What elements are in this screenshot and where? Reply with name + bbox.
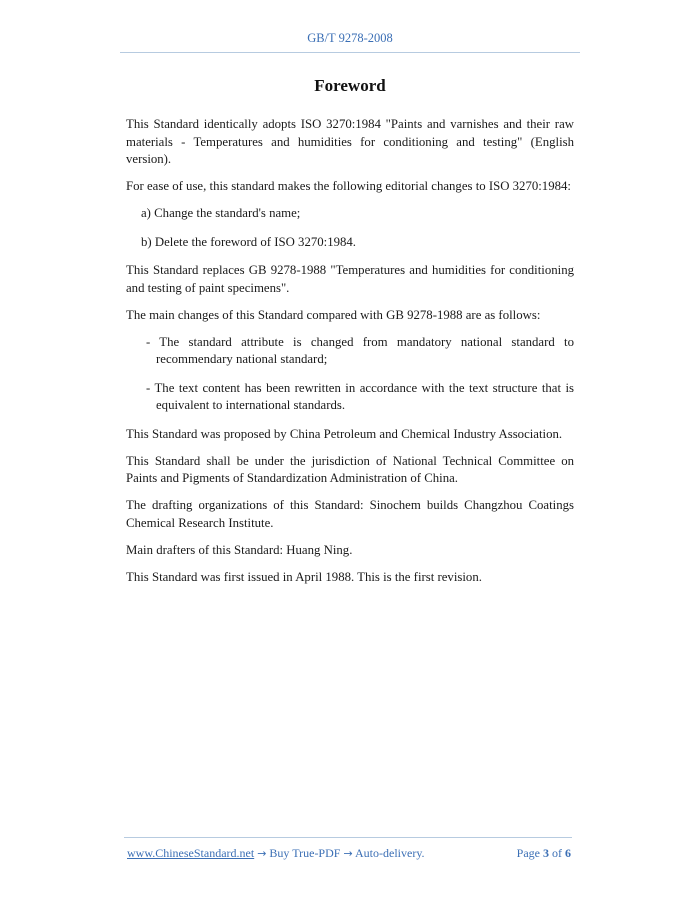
arrow-right-icon: → bbox=[343, 847, 353, 860]
website-link[interactable]: www.ChineseStandard.net bbox=[127, 846, 255, 860]
paragraph-replaces: This Standard replaces GB 9278-1988 "Temperatures and humidities for conditioning and testing of paint specimens". bbox=[126, 263, 574, 295]
paragraph-proposed-by: This Standard was proposed by China Petroleum and Chemical Industry Association. bbox=[126, 426, 563, 441]
buy-true-pdf-text: Buy True-PDF bbox=[269, 846, 341, 860]
dash-item-attribute: - The standard attribute is changed from mandatory national standard to recommendary national standard; bbox=[146, 334, 574, 366]
paragraph-issue-history: This Standard was first issued in April 1988. This is the first revision. bbox=[126, 569, 482, 584]
page-total: 6 bbox=[565, 846, 571, 860]
paragraph-editorial-changes: For ease of use, this standard makes the following editorial changes to ISO 3270:1984: bbox=[126, 179, 571, 193]
paragraph-drafting-organizations: The drafting organizations of this Standard: Sinochem builds Changzhou Coatings Chemical Research Institute. bbox=[126, 498, 574, 530]
foreword-body bbox=[126, 116, 574, 596]
paragraph-jurisdiction: This Standard shall be under the jurisdiction of National Technical Committee on Paints and Pigments of Standardization Administration of China. bbox=[126, 453, 574, 485]
paragraph-main-drafters: Main drafters of this Standard: Huang Ning. bbox=[126, 542, 353, 557]
page-current: 3 bbox=[543, 846, 549, 860]
paragraph-adoption: This Standard identically adopts ISO 3270:1984 "Paints and varnishes and their raw materials - Temperatures and humidities for conditioning and testing" (English version). bbox=[126, 117, 574, 166]
footer-links bbox=[127, 846, 425, 861]
paragraph-main-changes: The main changes of this Standard compared with GB 9278-1988 are as follows: bbox=[126, 307, 541, 322]
page-title: Foreword bbox=[314, 76, 386, 95]
header-divider bbox=[120, 52, 580, 53]
list-item-a: a) Change the standard's name; bbox=[141, 206, 301, 220]
page-indicator bbox=[517, 846, 571, 861]
footer-divider bbox=[124, 837, 572, 838]
auto-delivery-text: Auto-delivery. bbox=[355, 846, 425, 860]
arrow-right-icon: → bbox=[257, 847, 267, 860]
header-standard-code: GB/T 9278-2008 bbox=[307, 31, 393, 45]
of-label: of bbox=[552, 846, 562, 860]
page-label: Page bbox=[516, 846, 540, 860]
list-item-b: b) Delete the foreword of ISO 3270:1984. bbox=[141, 234, 357, 249]
dash-item-text-content: - The text content has been rewritten in accordance with the text structure that is equivalent to international standards. bbox=[146, 380, 574, 412]
